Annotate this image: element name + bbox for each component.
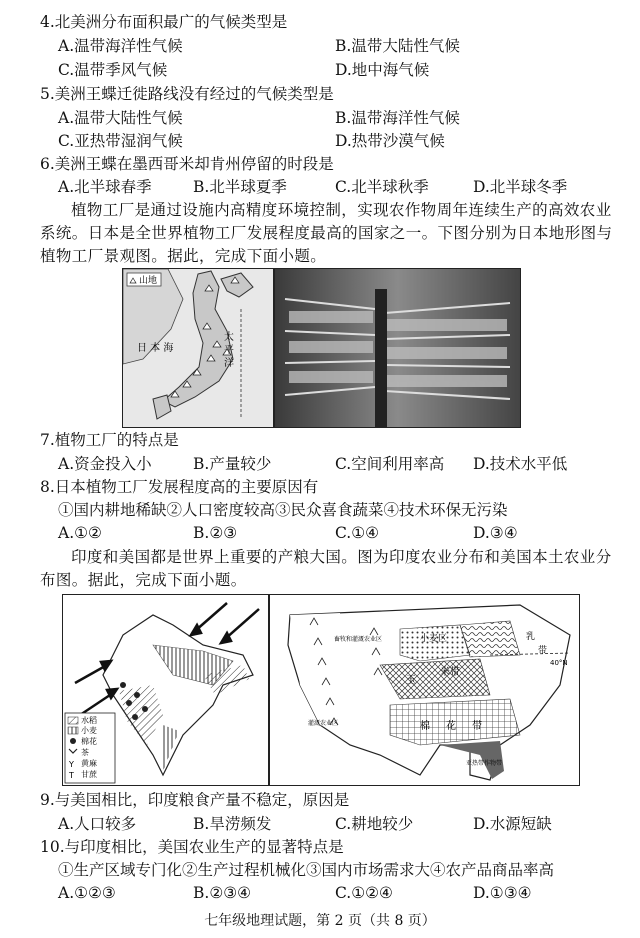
q8-option-a: A.①② <box>58 524 102 542</box>
q5-option-c: C.亚热带湿润气候 <box>58 132 183 150</box>
q4-option-d: D.地中海气候 <box>335 61 430 79</box>
legend-rice: 水稻 <box>81 716 97 725</box>
q9-stem: 9.与美国相比，印度粮食产量不稳定，原因是 <box>40 791 350 809</box>
intro-grain-countries: 印度和美国都是世界上重要的产粮大国。图为印度农业分布和美国本土农业分布图。据此，完成下面小题。 <box>40 548 612 589</box>
q10-option-b: B.②③④ <box>193 884 252 902</box>
legend-jute: 黄麻 <box>81 759 97 768</box>
q8-option-c: C.①④ <box>335 524 380 542</box>
q10-option-a: A.①②③ <box>58 884 116 902</box>
us-label-dairy: 乳 <box>526 632 536 642</box>
q10-statements: ①生产区域专门化②生产过程机械化③国内市场需求大④农产品商品率高 <box>58 861 555 879</box>
sugarcane-icon: T <box>69 771 74 780</box>
q8-option-d: D.③④ <box>473 524 518 542</box>
q4-stem: 4.北美洲分布面积最广的气候类型是 <box>40 13 288 31</box>
q4-option-a: A.温带海洋性气候 <box>58 37 183 55</box>
legend-mountain-label: 山地 <box>139 276 158 286</box>
us-label-subtropical: 亚热带作物带 <box>466 760 503 767</box>
us-agriculture-map <box>269 594 580 786</box>
intro-plant-factory: 植物工厂是通过设施内高精度环境控制，实现农作物周年连续生产的高效农业系统。日本是全世界植物工厂发展程度最高的国家之一。下图分别为日本地形图与植物工厂景观图。据此，完成下面小题。 <box>40 201 613 265</box>
us-label-irrigation: 灌溉农业区 <box>308 720 339 727</box>
jute-icon: Y <box>69 760 74 769</box>
us-label-corn: 玉 <box>406 675 416 686</box>
q5-stem: 5.美洲王蝶迁徙路线没有经过的气候类型是 <box>40 85 334 103</box>
plant-factory-photo <box>274 268 521 428</box>
q6-option-d: D.北半球冬季 <box>473 178 568 196</box>
legend-sugarcane: 甘蔗 <box>81 770 97 779</box>
q8-statements: ①国内耕地稀缺②人口密度较高③民众喜食蔬菜④技术环保无污染 <box>58 501 508 519</box>
page-footer: 七年级地理试题，第 2 页（共 8 页） <box>204 913 436 929</box>
q9-option-d: D.水源短缺 <box>473 815 552 833</box>
q6-option-a: A.北半球春季 <box>58 178 152 196</box>
us-label-cornbelt: 米带 <box>440 667 460 678</box>
q10-option-c: C.①②④ <box>335 884 393 902</box>
us-label-flower: 花 <box>446 721 456 732</box>
q7-option-b: B.产量较少 <box>193 455 272 473</box>
q6-option-b: B.北半球夏季 <box>193 178 287 196</box>
sea-of-japan-label: 日 本 海 <box>137 343 174 354</box>
q4-option-c: C.温带季风气候 <box>58 61 168 79</box>
q6-stem: 6.美洲王蝶在墨西哥米却肯州停留的时段是 <box>40 155 334 173</box>
india-agriculture-map <box>62 594 269 786</box>
q6-option-c: C.北半球秋季 <box>335 178 429 196</box>
us-label-band: 带 <box>538 646 548 656</box>
legend-cotton: 棉花 <box>81 737 97 746</box>
legend-tea: 茶 <box>81 748 89 757</box>
legend-wheat: 小麦 <box>81 726 97 735</box>
q5-option-a: A.温带大陆性气候 <box>58 109 183 127</box>
pacific-ocean-label: 太 平 洋 <box>221 331 233 368</box>
q9-option-b: B.旱涝频发 <box>193 815 272 833</box>
us-label-cotton: 棉 <box>420 721 430 732</box>
q7-option-d: D.技术水平低 <box>473 455 568 473</box>
q7-option-c: C.空间利用率高 <box>335 455 445 473</box>
q10-option-d: D.①③④ <box>473 884 532 902</box>
q7-stem: 7.植物工厂的特点是 <box>40 431 179 449</box>
q5-option-b: B.温带海洋性气候 <box>335 109 460 127</box>
q8-stem: 8.日本植物工厂发展程度高的主要原因有 <box>40 478 319 496</box>
q10-stem: 10.与印度相比，美国农业生产的显著特点是 <box>40 838 344 856</box>
q8-option-b: B.②③ <box>193 524 238 542</box>
q9-option-a: A.人口较多 <box>58 815 137 833</box>
us-label-cottonbelt: 带 <box>472 721 482 732</box>
us-label-latitude: 40°N <box>550 659 568 667</box>
q9-option-c: C.耕地较少 <box>335 815 414 833</box>
q5-option-d: D.热带沙漠气候 <box>335 132 445 150</box>
q7-option-a: A.资金投入小 <box>58 455 152 473</box>
q4-option-b: B.温带大陆性气候 <box>335 37 460 55</box>
us-label-wheat: 小麦区 <box>420 634 448 644</box>
us-label-ranch: 畜牧和灌溉农业区 <box>334 636 383 643</box>
japan-terrain-map <box>122 268 274 428</box>
